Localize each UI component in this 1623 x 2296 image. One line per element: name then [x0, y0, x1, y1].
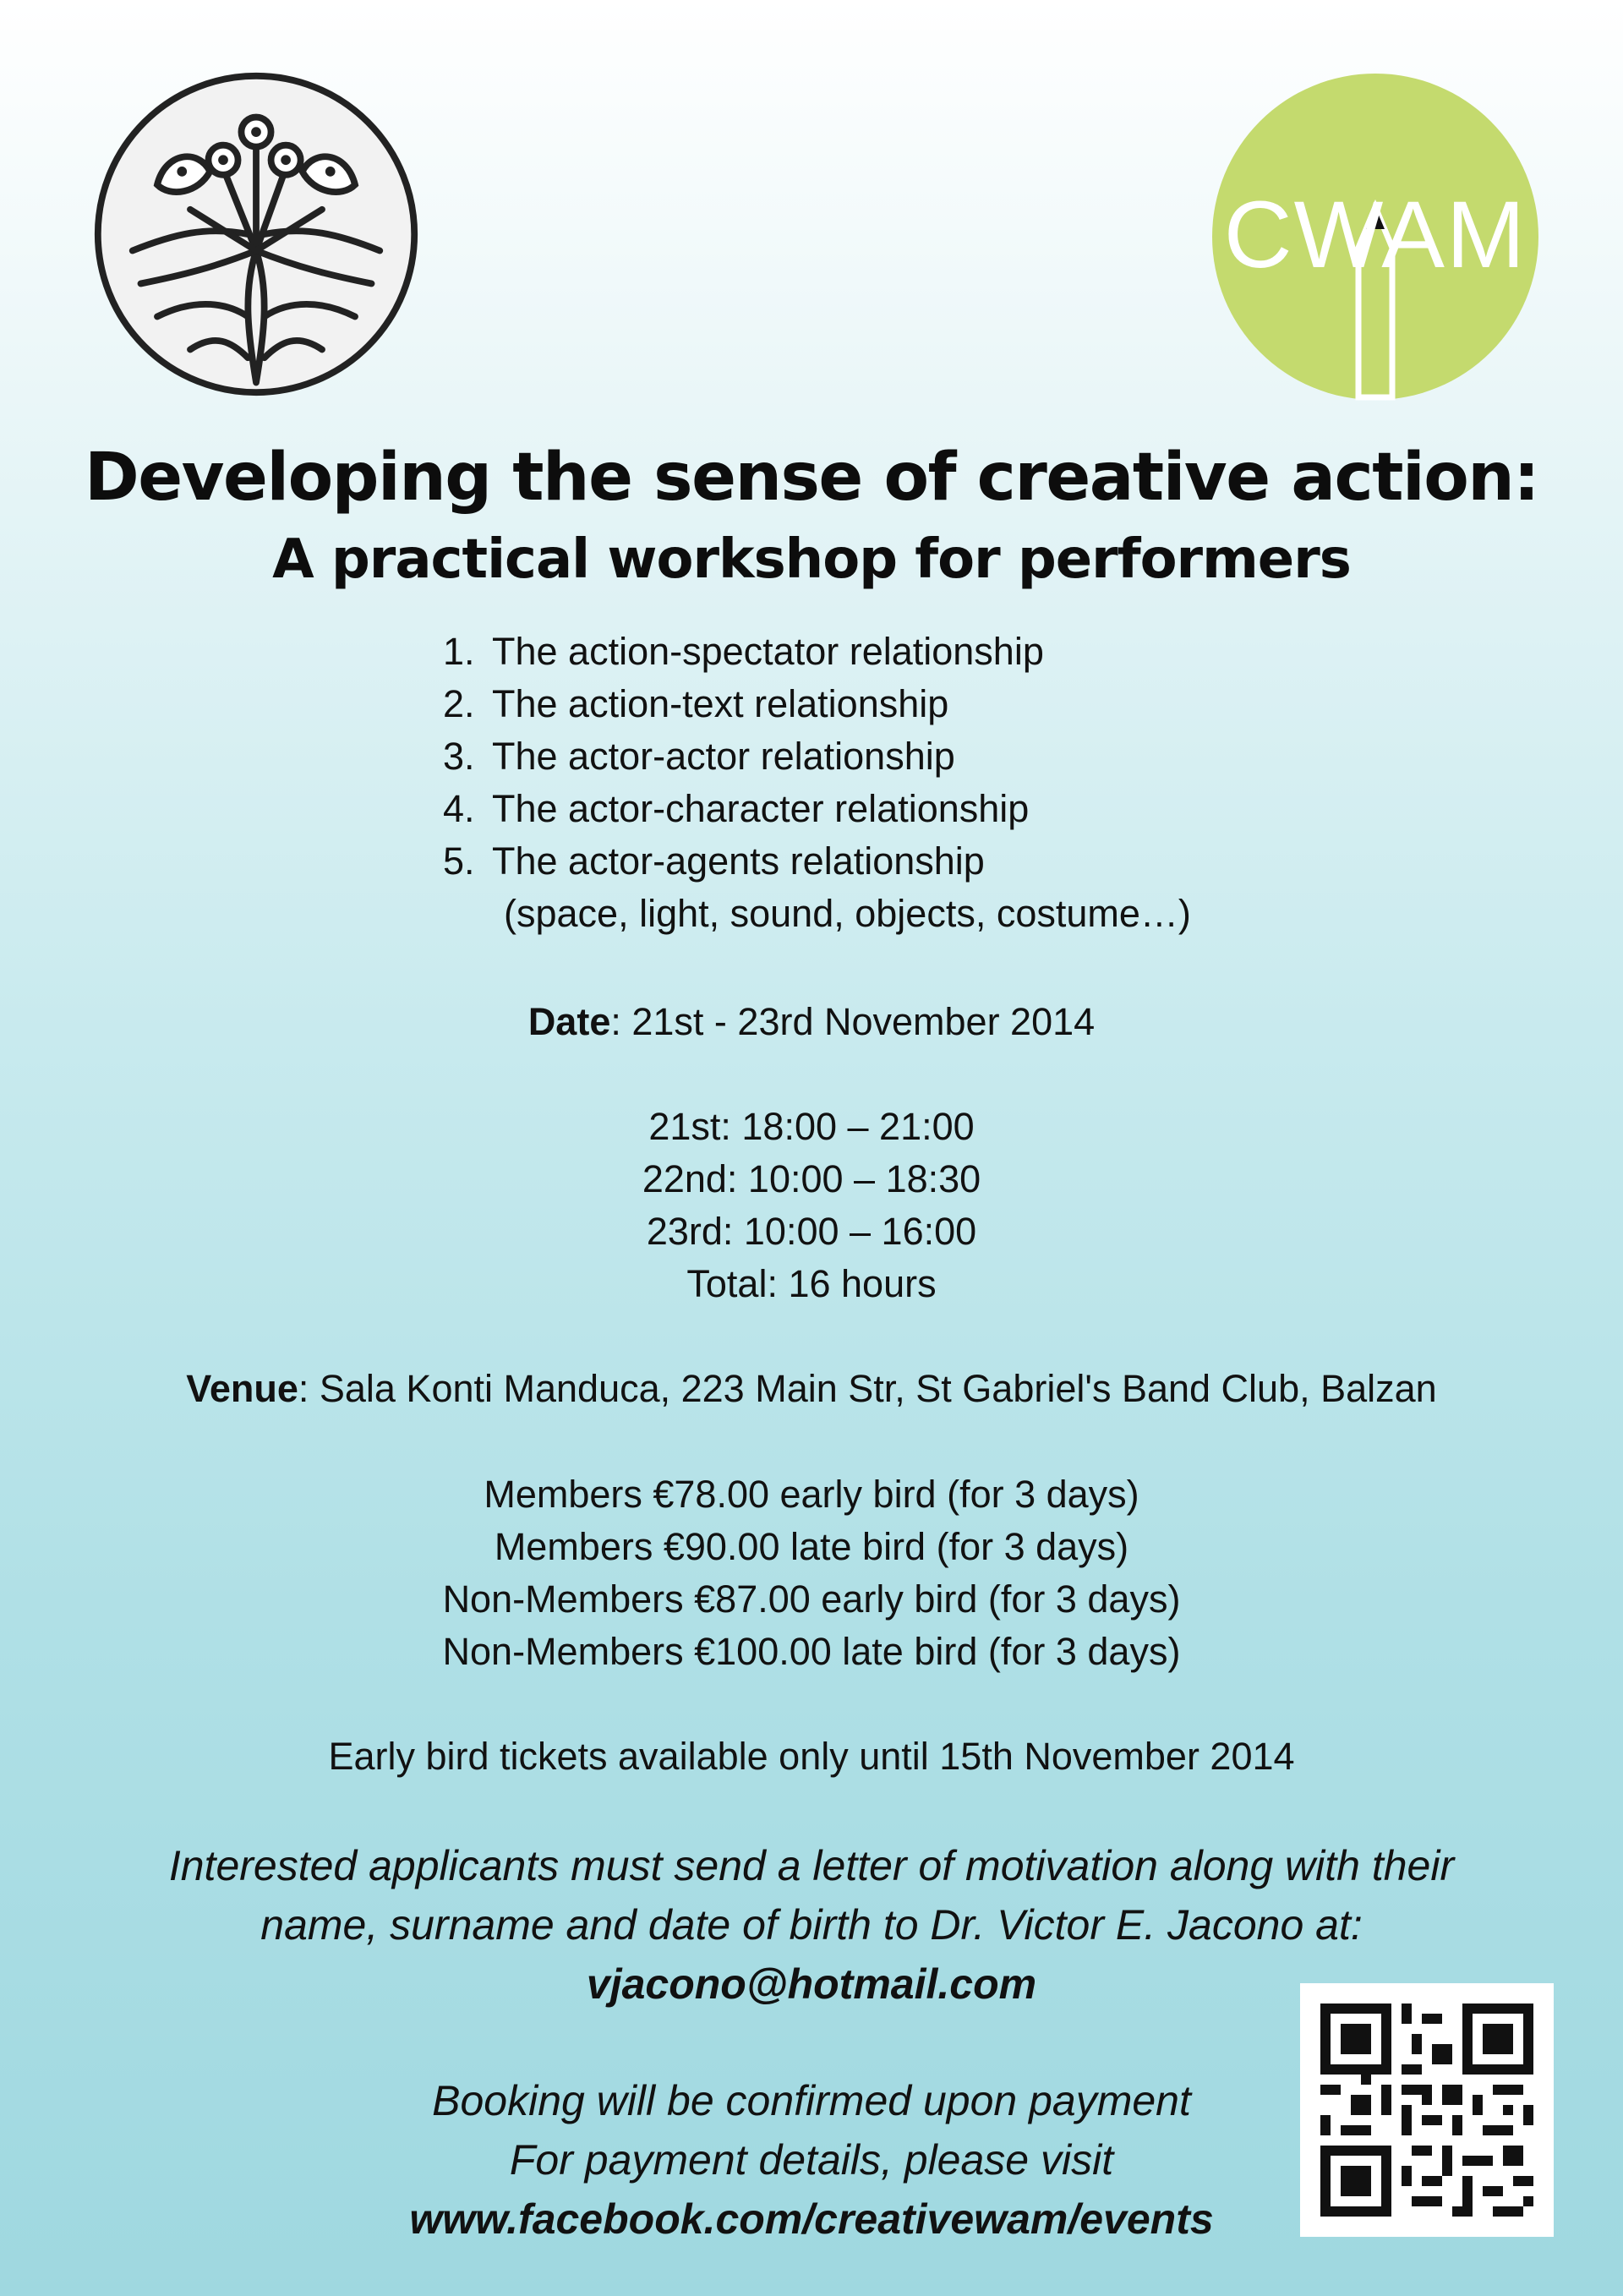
schedule-day-2: 22nd: 10:00 – 18:30	[642, 1157, 981, 1200]
venue-label: Venue	[186, 1367, 298, 1410]
price-nonmembers-late: Non-Members €100.00 late bird (for 3 days)	[442, 1630, 1181, 1673]
topics-list	[443, 626, 1191, 940]
venue-line	[0, 1363, 1623, 1415]
cwam-logo	[1210, 72, 1540, 402]
schedule-day-1: 21st: 18:00 – 21:00	[648, 1105, 975, 1148]
date-label: Date	[527, 1000, 611, 1043]
topic-item: 1. The action-spectator relationship	[443, 630, 1044, 673]
topic-item: 3. The actor-actor relationship	[443, 735, 955, 778]
application-line-2: name, surname and date of birth to Dr. Victor E. Jacono at:	[260, 1901, 1363, 1949]
venue-value: : Sala Konti Manduca, 223 Main Str, St Gabriel's Band Club, Balzan	[298, 1367, 1437, 1410]
qr-code-icon[interactable]	[1300, 1983, 1554, 2237]
qr-pattern	[1300, 1983, 1554, 2237]
early-bird-note: Early bird tickets available only until 15th November 2014	[328, 1735, 1295, 1778]
topic-note: (space, light, sound, objects, costume…)	[504, 892, 1191, 935]
page-subtitle: A practical workshop for performers	[272, 528, 1351, 591]
email-link[interactable]: vjacono@hotmail.com	[586, 1960, 1037, 2008]
cwam-logo-text: CWAM	[1223, 182, 1527, 287]
schedule-total: Total: 16 hours	[686, 1262, 937, 1305]
date-value: : 21st - 23rd November 2014	[610, 1000, 1096, 1043]
date-line	[0, 996, 1623, 1048]
booking-line-2: For payment details, please visit	[509, 2136, 1114, 2184]
topic-item: 4. The actor-character relationship	[443, 787, 1030, 830]
facebook-link[interactable]: www.facebook.com/creativewam/events	[409, 2195, 1214, 2243]
application-line-1: Interested applicants must send a letter of motivation along with their	[168, 1842, 1455, 1889]
schedule-day-3: 23rd: 10:00 – 16:00	[646, 1210, 977, 1253]
tree-birds-logo	[91, 69, 421, 399]
price-members-late: Members €90.00 late bird (for 3 days)	[494, 1525, 1129, 1568]
price-members-early: Members €78.00 early bird (for 3 days)	[484, 1473, 1139, 1516]
price-nonmembers-early: Non-Members €87.00 early bird (for 3 days)	[442, 1577, 1181, 1621]
topic-item: 2. The action-text relationship	[443, 682, 949, 725]
page-title: Developing the sense of creative action:	[84, 440, 1539, 516]
booking-line-1: Booking will be confirmed upon payment	[432, 2077, 1191, 2124]
topic-item: 5. The actor-agents relationship	[443, 839, 985, 883]
